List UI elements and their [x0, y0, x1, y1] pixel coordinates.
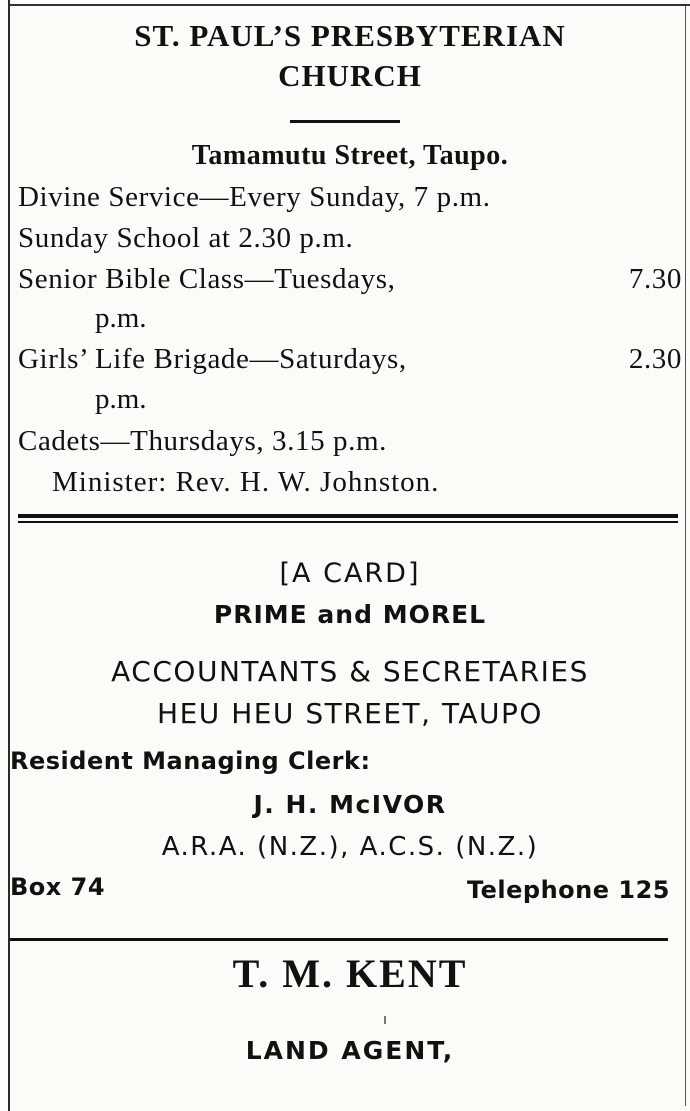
church-street: Tamamutu Street, Taupo. — [191, 140, 509, 171]
church-minister: Minister: Rev. H. W. Johnston. — [52, 466, 440, 498]
card-label: [A CARD] — [279, 558, 421, 589]
service-bible-class-text: Senior Bible Class—Tuesdays, — [18, 263, 396, 295]
service-girls-brigade-cont: p.m. — [95, 383, 147, 415]
print-speck — [384, 1016, 386, 1024]
church-title-line1: ST. PAUL’S PRESBYTERIAN — [134, 18, 566, 53]
postal-box: Box 74 — [10, 873, 106, 901]
kent-title: LAND AGENT, — [245, 1036, 455, 1065]
service-bible-class-time: 7.30 — [628, 263, 682, 295]
service-girls-brigade-text: Girls’ Life Brigade—Saturdays, — [18, 343, 407, 375]
clerk-label: Resident Managing Clerk: — [10, 747, 371, 775]
section-divider-thick — [18, 514, 678, 518]
firm-address: HEU HEU STREET, TAUPO — [157, 697, 543, 730]
service-cadets: Cadets—Thursdays, 3.15 p.m. — [18, 425, 388, 457]
firm-name: PRIME and MOREL — [213, 600, 487, 629]
clerk-qualifications: A.R.A. (N.Z.), A.C.S. (N.Z.) — [161, 832, 539, 862]
firm-profession: ACCOUNTANTS & SECRETARIES — [111, 655, 589, 688]
kent-name: T. M. KENT — [232, 951, 468, 996]
service-bible-class — [18, 263, 682, 296]
service-bible-class-cont: p.m. — [95, 302, 147, 334]
service-girls-brigade — [18, 343, 682, 376]
top-border — [10, 4, 690, 6]
church-title-line2: CHURCH — [278, 58, 422, 93]
service-girls-brigade-time: 2.30 — [628, 343, 682, 375]
telephone: Telephone 125 — [466, 876, 670, 904]
service-sunday-school: Sunday School at 2.30 p.m. — [18, 222, 354, 254]
clerk-name: J. H. McIVOR — [253, 790, 447, 819]
section-divider-thin — [18, 521, 678, 523]
title-divider — [290, 120, 400, 123]
service-divine: Divine Service—Every Sunday, 7 p.m. — [18, 181, 491, 213]
section-divider — [10, 938, 668, 941]
